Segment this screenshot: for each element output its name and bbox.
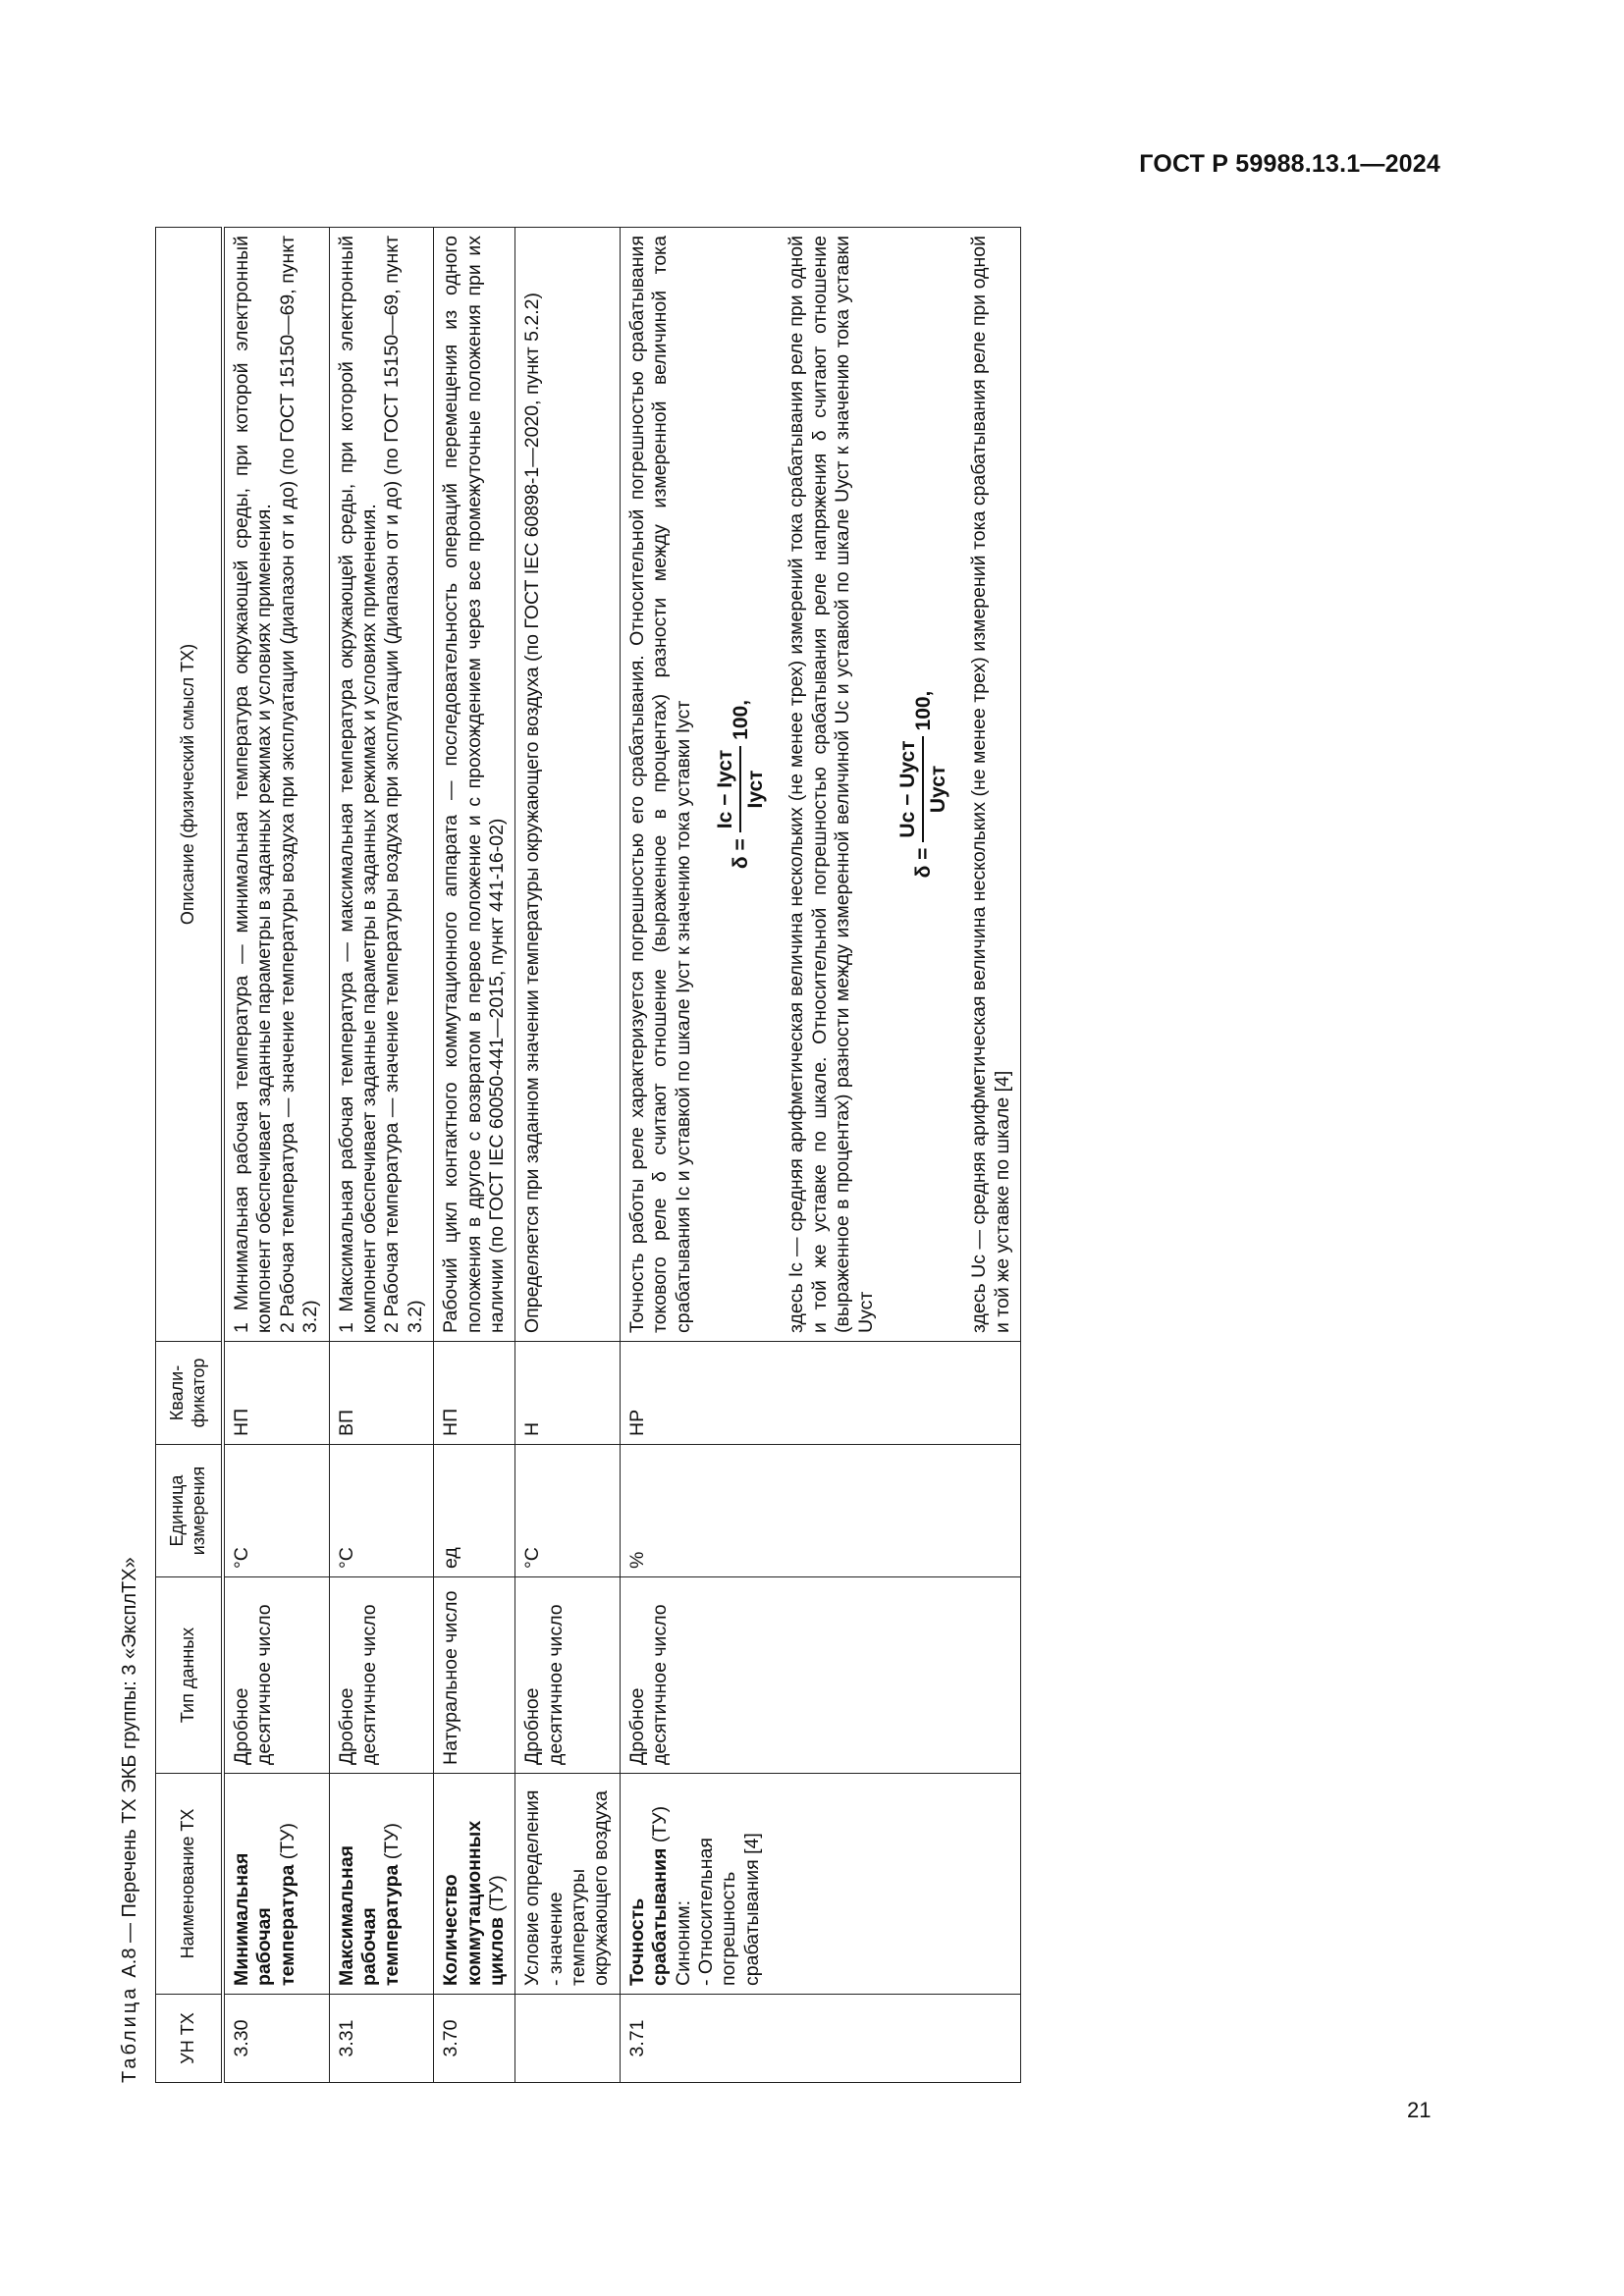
cell-type: Дробное десятичное число — [515, 1577, 621, 1774]
name-rest: Условие определения - значение температуры окружающего воздуха — [521, 1789, 613, 1986]
cell-name — [515, 1774, 621, 1995]
cell-id — [515, 1995, 621, 2083]
cell-unit: % — [620, 1445, 1020, 1577]
cell-qualifier: НП — [223, 1342, 329, 1445]
tx-table — [155, 227, 1021, 2083]
cell-name — [223, 1774, 329, 1995]
cell-qualifier: НП — [434, 1342, 515, 1445]
cell-name — [620, 1774, 1020, 1995]
col-header-qualifier: Квали-фикатор — [156, 1342, 224, 1445]
formula-tail: 100, — [729, 699, 752, 740]
cell-description — [434, 228, 515, 1342]
cell-unit: °C — [329, 1445, 434, 1577]
desc-paragraph: здесь Ic — средняя арифметическая величина нескольких (не менее трех) измерений тока срабатывания реле при одной и той же уставке по шкале. Относительной погрешностью срабатывания реле напряжения δ считают отношение (выраженное в процентах) разности между измеренной величиной Uc и уставкой по шкале Uуст к значению тока уставки Uуст — [785, 236, 877, 1333]
cell-name — [434, 1774, 515, 1995]
desc-paragraph: 1 Минимальная рабочая температура — минимальная температура окружающей среды, при которой электронный компонент обеспечивает заданные параметры в заданных режимах и условиях применения. — [231, 236, 276, 1333]
table-row — [620, 228, 1020, 2083]
page-number: 21 — [1407, 2098, 1432, 2122]
formula-numerator: Ic − Iуст — [713, 746, 741, 832]
rotated-table-region — [110, 228, 1406, 2083]
name-bold: Максимальная рабочая температура — [335, 1844, 404, 1986]
col-header-name: Наименование ТХ — [156, 1774, 224, 1995]
formula-denominator: Uуст — [927, 765, 950, 814]
name-rest: (ТУ) — [276, 1822, 298, 1860]
table-row — [515, 228, 621, 2083]
formula-lhs: δ = — [911, 847, 935, 879]
table-row — [434, 228, 515, 2083]
name-bold: Минимальная рабочая температура — [231, 1852, 298, 1986]
name-rest: (ТУ) — [649, 1805, 672, 1843]
cell-unit: °C — [515, 1445, 621, 1577]
table-caption — [110, 1557, 149, 2083]
cell-description — [223, 228, 329, 1342]
formula-numerator: Uc − Uуст — [895, 736, 924, 841]
cell-type: Дробное десятичное число — [223, 1577, 329, 1774]
cell-description — [329, 228, 434, 1342]
cell-id: 3.30 — [223, 1995, 329, 2083]
desc-paragraph: 2 Рабочая температура — значение температуры воздуха при эксплуатации (диапазон от и до) (по ГОСТ 15150—69, пункт 3.2) — [381, 236, 426, 1333]
cell-type: Натуральное число — [434, 1577, 515, 1774]
desc-paragraph: Рабочий цикл контактного коммутационного аппарата — последовательность операций перемещения из одного положения в другое с возвратом в первое положение и с прохождением через все промежуточные положения при их наличии (по ГОСТ IEC 60050-441—2015, пункт 441-16-02) — [440, 236, 508, 1333]
desc-paragraph: 2 Рабочая температура — значение температуры воздуха при эксплуатации (диапазон от и до) (по ГОСТ 15150—69, пункт 3.2) — [276, 236, 322, 1333]
cell-id: 3.31 — [329, 1995, 434, 2083]
name-rest: (ТУ) — [485, 1875, 508, 1912]
cell-id: 3.70 — [434, 1995, 515, 2083]
document-id: ГОСТ Р 59988.13.1—2024 — [1139, 150, 1440, 178]
name-bold: Точность срабатывания — [625, 1847, 672, 1986]
col-header-type: Тип данных — [156, 1577, 224, 1774]
formula-denominator: Iуст — [744, 770, 768, 809]
cell-id: 3.71 — [620, 1995, 1020, 2083]
desc-paragraph: здесь Uc — средняя арифметическая величина нескольких (не менее трех) измерений тока срабатывания реле при одной и той же уставке по шкале [4] — [968, 236, 1013, 1333]
caption-word: Таблица — [119, 1985, 140, 2083]
formula-tail: 100, — [911, 690, 935, 731]
table-row — [329, 228, 434, 2083]
cell-unit: ед — [434, 1445, 515, 1577]
cell-qualifier: НР — [620, 1342, 1020, 1445]
formula-lhs: δ = — [729, 838, 752, 870]
cell-type: Дробное десятичное число — [620, 1577, 1020, 1774]
desc-paragraph: 1 Максимальная рабочая температура — максимальная температура окружающей среды, при которой электронный компонент обеспечивает заданные параметры в заданных режимах и условиях применения. — [335, 236, 380, 1333]
cell-name — [329, 1774, 434, 1995]
cell-unit: °C — [223, 1445, 329, 1577]
desc-paragraph: Точность работы реле характеризуется погрешностью его срабатывания. Относительной погрешностью срабатывания токового реле δ считают отношение (выраженное в процентах) разности между измеренной величиной тока срабатывания Ic и уставкой по шкале Iуст к значению тока уставки Iуст — [625, 236, 694, 1333]
cell-description — [515, 228, 621, 1342]
cell-qualifier: ВП — [329, 1342, 434, 1445]
cell-description — [620, 228, 1020, 1342]
synonym-value: - Относительная погрешность срабатывания [4] — [695, 1833, 763, 1986]
table-header-row — [156, 228, 224, 2083]
desc-paragraph: Определяется при заданном значении температуры окружающего воздуха (по ГОСТ IEC 60898-1—2020, пункт 5.2.2) — [521, 292, 544, 1333]
table-row — [223, 228, 329, 2083]
col-header-description: Описание (физический смысл ТХ) — [156, 228, 224, 1342]
formula-fraction — [713, 746, 768, 832]
synonym-label: Синоним: — [672, 1899, 694, 1986]
name-bold: Количество коммутационных циклов — [440, 1820, 508, 1986]
col-header-unit: Единица измерения — [156, 1445, 224, 1577]
cell-qualifier: Н — [515, 1342, 621, 1445]
caption-text: А.8 — Перечень ТХ ЭКБ группы: 3 «ЭксплТХ» — [119, 1557, 140, 1978]
formula-current — [713, 236, 768, 1333]
formula-voltage — [895, 236, 950, 1333]
name-rest: (ТУ) — [381, 1822, 404, 1860]
cell-type: Дробное десятичное число — [329, 1577, 434, 1774]
formula-fraction — [895, 736, 950, 841]
col-header-id: УН ТХ — [156, 1995, 224, 2083]
